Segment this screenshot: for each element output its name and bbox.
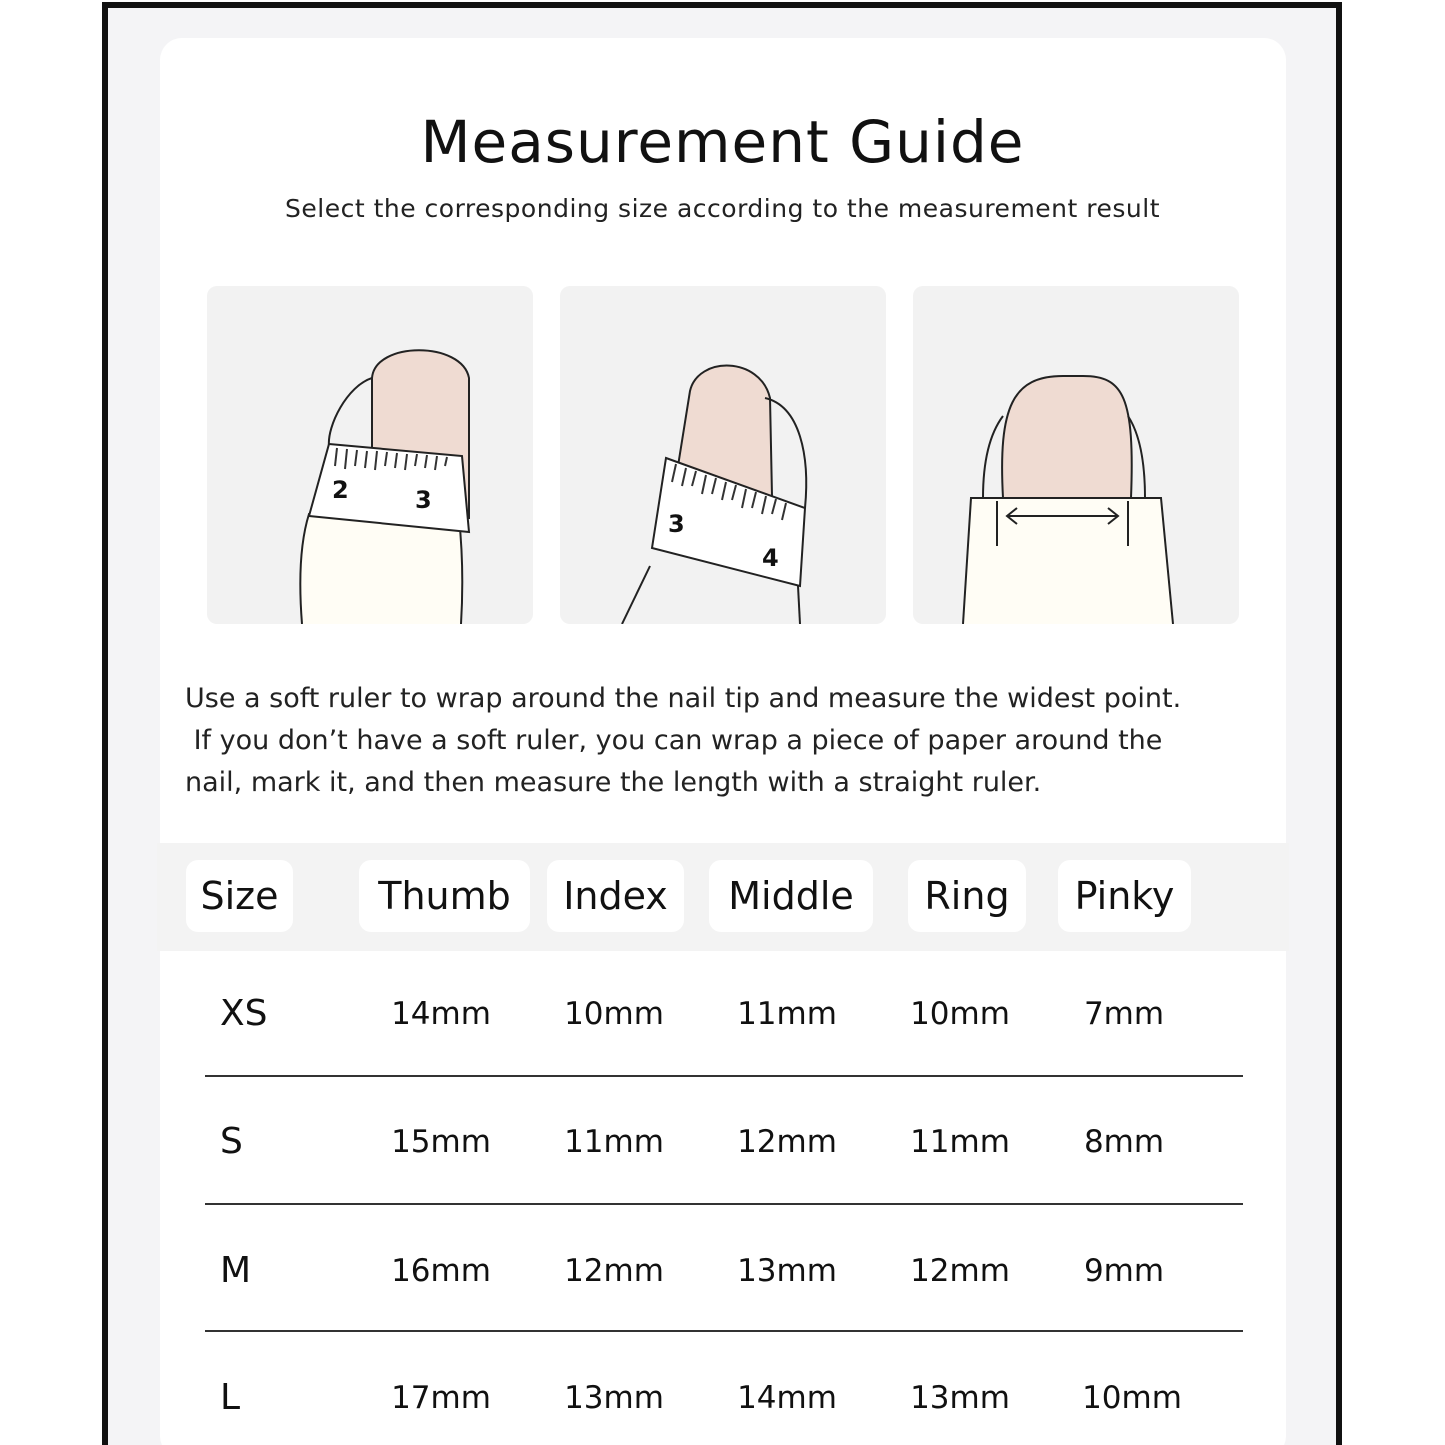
header-middle: Middle <box>709 860 873 932</box>
ruler-mark: 4 <box>762 544 779 572</box>
thumb-ruler-illustration <box>207 286 533 624</box>
header-pinky: Pinky <box>1058 860 1191 932</box>
row-divider <box>205 1203 1243 1205</box>
table-cell: 7mm <box>1083 996 1165 1032</box>
table-cell: 13mm <box>737 1253 837 1289</box>
table-cell: 13mm <box>910 1380 1010 1416</box>
header-index: Index <box>547 860 684 932</box>
header-ring: Ring <box>908 860 1026 932</box>
table-cell: 14mm <box>391 996 491 1032</box>
table-cell: 14mm <box>737 1380 837 1416</box>
instruction-line: Use a soft ruler to wrap around the nail tip and measure the widest point. <box>185 683 1182 714</box>
page-subtitle: Select the corresponding size according to the measurement result <box>285 194 1160 223</box>
table-cell: 15mm <box>391 1124 491 1160</box>
table-cell: 10mm <box>910 996 1010 1032</box>
table-cell: 10mm <box>1082 1380 1182 1416</box>
table-cell: 9mm <box>1083 1253 1165 1289</box>
ruler-mark: 3 <box>415 486 432 514</box>
index-ruler-illustration <box>560 286 886 624</box>
instruction-line: If you don’t have a soft ruler, you can wrap a piece of paper around the <box>185 725 1163 756</box>
size-label-xs: XS <box>220 993 268 1034</box>
size-label-m: M <box>220 1250 252 1291</box>
nail-width-illustration <box>913 286 1239 624</box>
header-thumb: Thumb <box>359 860 530 932</box>
size-label-l: L <box>220 1377 241 1418</box>
row-divider <box>205 1075 1243 1077</box>
table-cell: 11mm <box>564 1124 664 1160</box>
header-size: Size <box>186 860 293 932</box>
table-cell: 17mm <box>391 1380 491 1416</box>
table-cell: 16mm <box>391 1253 491 1289</box>
row-divider <box>205 1330 1243 1332</box>
instruction-line: nail, mark it, and then measure the length with a straight ruler. <box>185 767 1042 798</box>
instructions-text <box>185 678 1275 804</box>
ruler-mark: 3 <box>668 510 685 538</box>
table-cell: 11mm <box>737 996 837 1032</box>
table-cell: 13mm <box>564 1380 664 1416</box>
page-title: Measurement Guide <box>420 108 1025 176</box>
table-cell: 11mm <box>910 1124 1010 1160</box>
table-cell: 10mm <box>564 996 664 1032</box>
ruler-mark: 2 <box>332 476 349 504</box>
table-cell: 12mm <box>910 1253 1010 1289</box>
table-cell: 12mm <box>564 1253 664 1289</box>
size-label-s: S <box>220 1121 243 1162</box>
table-cell: 12mm <box>737 1124 837 1160</box>
table-cell: 8mm <box>1083 1124 1165 1160</box>
